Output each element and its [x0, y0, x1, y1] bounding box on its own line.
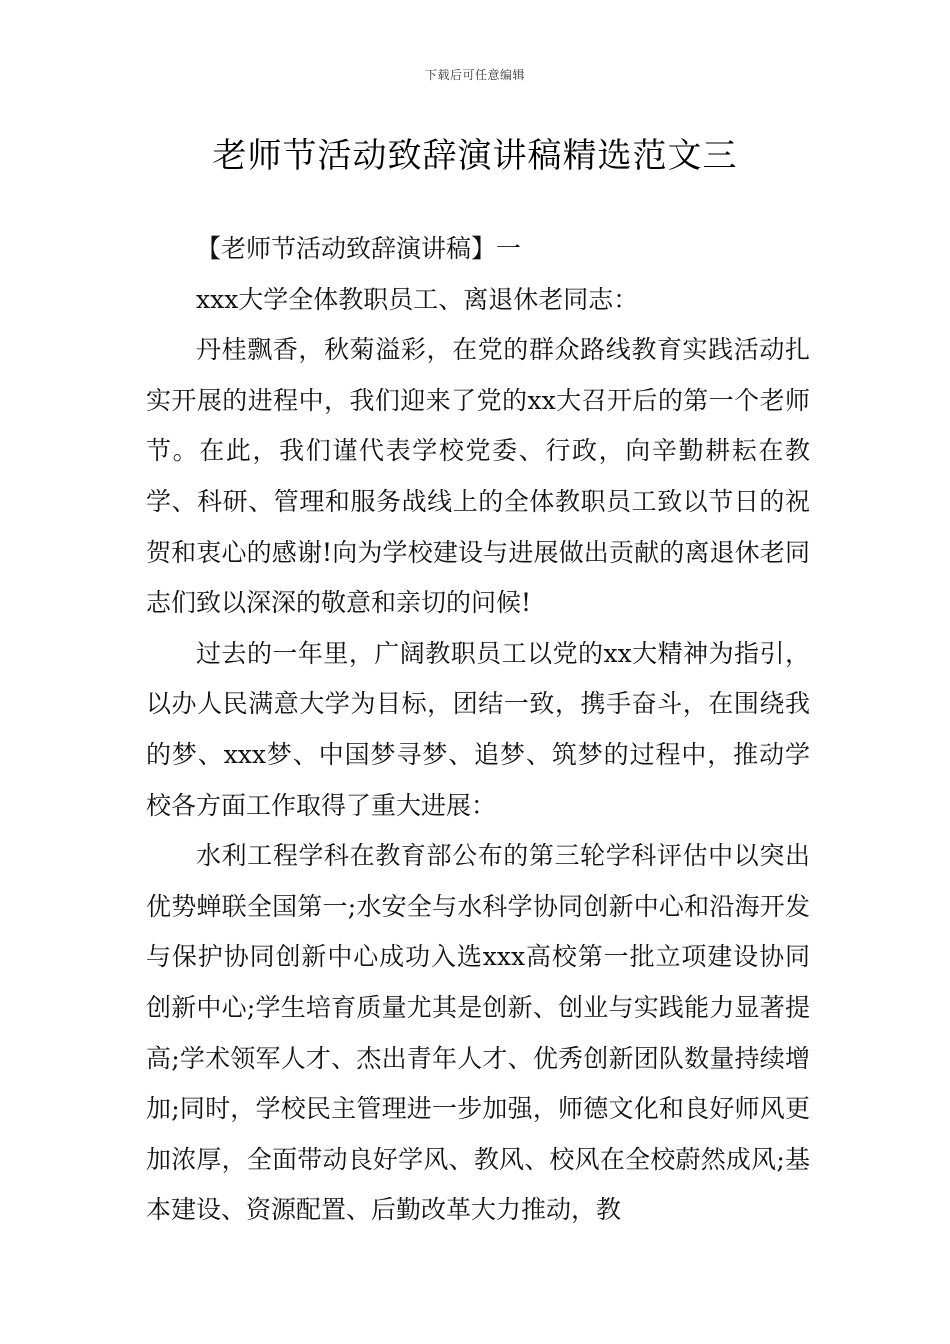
document-body — [146, 224, 810, 1236]
header-note: 下载后可任意编辑 — [424, 68, 525, 82]
body-paragraph: 水利工程学科在教育部公布的第三轮学科评估中以突出优势蝉联全国第一;水安全与水科学协同创新中心和沿海开发与保护协同创新中心成功入选xxx高校第一批立项建设协同创新中心;学生培育质量尤其是创新、创业与实践能力显著提高;学术领军人才、杰出青年人才、优秀创新团队数量持续增加;同时，学校民主管理进一步加强，师德文化和良好师风更加浓厚，全面带动良好学风、教风、校风在全校蔚然成风;基本建设、资源配置、后勤改革大力推动，教 — [146, 841, 810, 1225]
section-heading: 【老师节活动致辞演讲稿】一 — [196, 234, 522, 263]
salutation: xxx大学全体教职员工、离退休老同志： — [196, 284, 639, 314]
document-title: 老师节活动致辞演讲稿精选范文三 — [212, 136, 738, 176]
body-paragraph: 过去的一年里，广阔教职员工以党的xx大精神为指引，以办人民满意大学为目标，团结一致，携手奋斗，在围绕我的梦、xxx梦、中国梦寻梦、追梦、筑梦的过程中，推动学校各方面工作取得了重大进展： — [146, 638, 810, 820]
body-paragraph: 丹桂飘香，秋菊溢彩，在党的群众路线教育实践活动扎实开展的进程中，我们迎来了党的xx大召开后的第一个老师节。在此，我们谨代表学校党委、行政，向辛勤耕耘在教学、科研、管理和服务战线上的全体教职员工致以节日的祝贺和衷心的感谢!向为学校建设与进展做出贡献的离退休老同志们致以深深的敬意和亲切的问候! — [146, 335, 810, 618]
